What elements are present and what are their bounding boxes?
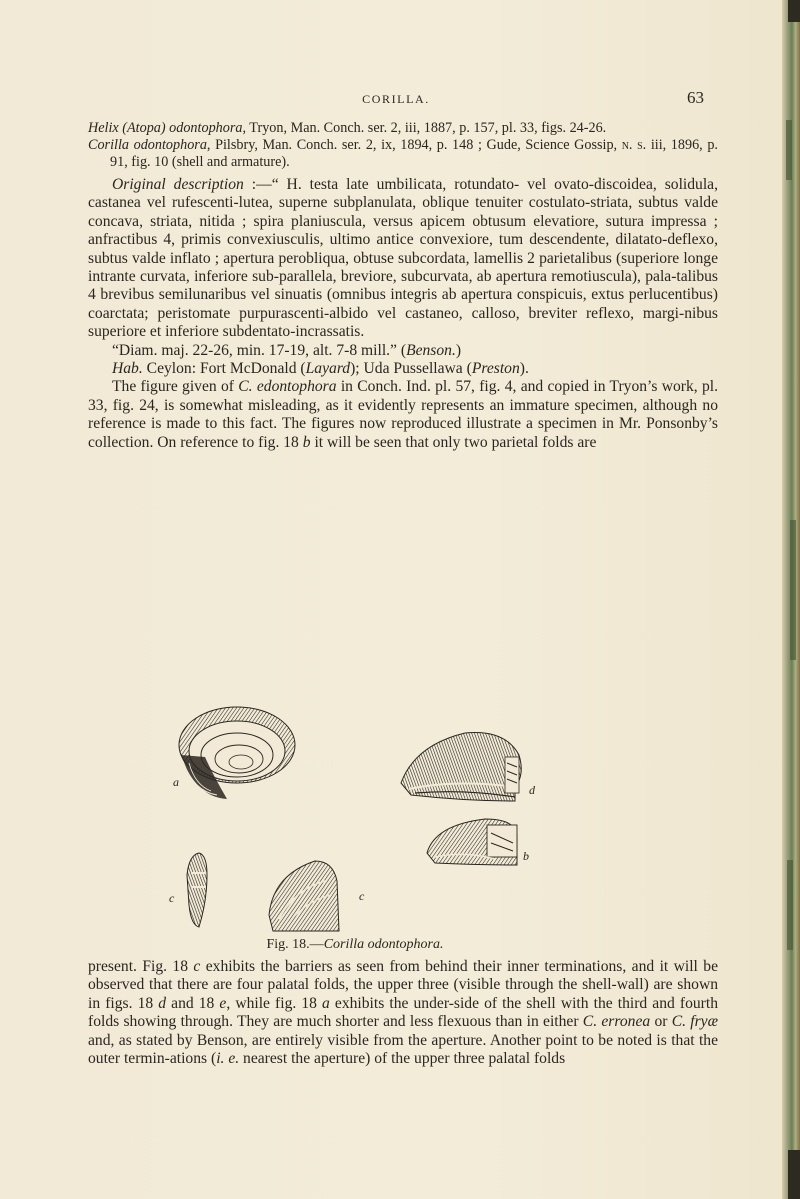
habitat-line bbox=[88, 360, 718, 378]
text-run: in Conch. Ind. pl. 57, fig. 4, and copied in Tryon’s work, pl. 33, fig. 24, is somewhat misleading, as it evidently represents an immature specimen, although no reference is made to this fact. The figures now reproduced illustrate a specimen in Mr. Ponsonby’s collection. On reference to fig. 18 bbox=[88, 378, 718, 451]
italic-run: d bbox=[158, 994, 167, 1012]
text-run: it will be seen that only two parietal folds are bbox=[310, 433, 597, 451]
italic-run: Layard bbox=[305, 360, 351, 378]
text-run: , Pilsbry, Man. Conch. ser. 2, ix, 1894, p. 148 ; Gude, Science Gossip, bbox=[206, 137, 622, 153]
upper-text-block bbox=[88, 120, 718, 452]
page-number: 63 bbox=[687, 88, 704, 107]
shell-view-e bbox=[269, 861, 339, 931]
figure-label-a: a bbox=[173, 775, 179, 789]
text-run: exhibits the barriers as seen from behind their inner terminations, and it will be observed that there are four palatal folds, the upper three (visible through the shell-wall) are shown in figs. 18 bbox=[88, 958, 719, 1012]
figure-label-c: c bbox=[359, 889, 365, 903]
shell-view-b bbox=[427, 819, 517, 865]
italic-run: Benson. bbox=[406, 341, 456, 359]
original-description bbox=[88, 176, 718, 342]
italic-run: c bbox=[193, 958, 201, 975]
page-header bbox=[96, 88, 704, 112]
italic-run: Helix (Atopa) odontophora bbox=[88, 120, 243, 136]
text-run: n. s. bbox=[621, 137, 647, 153]
discussion-paragraph bbox=[88, 378, 718, 452]
text-run: :—“ H. testa late umbilicata, rotundato- vel ovato-discoidea, solidula, castanea vel rufescenti-lutea, superne subplanulata, oblique tenuiter costulato-striata, subtus valde concava, striata, nitida ; spira planiuscula, versus apicem obtusum elevatiore, sutura impressa ; anfractibus 4, primis convexiusculis, ultimo antice convexiore, tum descendente, dilatato-deflexo, subtus valde inflato ; apertura perobliqua, obtuse subcordata, lamellis 2 parietalibus (superiore longe intrante curvata, inferiore sub-parallela, breviore, subcurvata, ab apertura remotiuscula), pala-talibus 4 brevibus semilunaribus vel sinuatis (omnibus integris ab apertura conspicuis, extus perlucentibus) coarctata; peristomate purpurascenti-albido vel castaneo, calloso, breviter reflexo, margi-nibus superiore et inferiore subdentato-incrassatis. bbox=[88, 176, 718, 341]
italic-run: b bbox=[302, 433, 311, 451]
discussion-continuation bbox=[88, 958, 718, 1068]
italic-run: i. e. bbox=[216, 1050, 240, 1068]
book-spine-edge bbox=[782, 0, 800, 1199]
text-run: , Tryon, Man. Conch. ser. 2, iii, 1887, p. 157, pl. 33, figs. 24-26. bbox=[242, 120, 607, 136]
synonym-entry bbox=[88, 120, 718, 137]
figure-18 bbox=[165, 705, 545, 952]
italic-run: Preston bbox=[471, 360, 520, 378]
text-run: or bbox=[650, 1013, 672, 1031]
text-run: “Diam. maj. 22-26, min. 17-19, alt. 7-8 mill.” ( bbox=[112, 341, 407, 359]
shell-view-c-left bbox=[187, 853, 207, 927]
shell-view-d bbox=[401, 732, 521, 801]
text-run: iii, 1896, p. 91, fig. 10 (shell and armature). bbox=[110, 137, 718, 170]
edge-discoloration bbox=[786, 120, 792, 180]
lower-text-block bbox=[88, 958, 718, 1068]
italic-run: C. erronea bbox=[582, 1013, 651, 1031]
text-run: The figure given of bbox=[112, 378, 239, 396]
text-run: ). bbox=[519, 360, 529, 378]
text-run: exhibits the under-side of the shell with the third and fourth folds showing through. They are much shorter and less flexuous than in either bbox=[88, 994, 718, 1031]
edge-discoloration bbox=[787, 860, 793, 950]
figure-caption bbox=[165, 937, 545, 953]
text-run: Ceylon: Fort McDonald ( bbox=[142, 360, 306, 378]
dimensions-line bbox=[88, 342, 718, 360]
text-run: and, as stated by Benson, are entirely visible from the aperture. Another point to be noted is that the outer termin-ations ( bbox=[88, 1031, 718, 1068]
italic-run: a bbox=[322, 994, 330, 1012]
text-run: , while fig. 18 bbox=[226, 994, 323, 1012]
text-run: present. Fig. 18 bbox=[88, 958, 194, 975]
italic-run: C. fryæ bbox=[671, 1013, 718, 1031]
italic-run: Corilla odontophora bbox=[88, 137, 207, 153]
text-run: nearest the aperture) of the upper three palatal folds bbox=[239, 1050, 566, 1068]
italic-run: Hab. bbox=[112, 360, 143, 378]
shell-view-a bbox=[179, 707, 295, 799]
edge-discoloration bbox=[790, 520, 796, 660]
text-run: ); Uda Pussellawa ( bbox=[350, 360, 472, 378]
text-run: and 18 bbox=[166, 994, 220, 1012]
text-run: ) bbox=[455, 341, 462, 359]
caption-species: Corilla odontophora. bbox=[323, 937, 444, 952]
figure-label-b: b bbox=[523, 849, 529, 863]
italic-run: C. edontophora bbox=[238, 378, 337, 396]
italic-run: e bbox=[219, 994, 227, 1012]
figure-label-c: c bbox=[169, 891, 175, 905]
figure-label-d: d bbox=[529, 783, 535, 797]
italic-run: Original description bbox=[112, 176, 244, 193]
caption-prefix: Fig. 18.— bbox=[266, 937, 324, 952]
page-edge-shadow bbox=[788, 1150, 800, 1199]
page-edge-shadow bbox=[788, 0, 800, 22]
synonym-entry bbox=[88, 137, 718, 171]
running-head: CORILLA. bbox=[362, 92, 430, 106]
shell-illustrations bbox=[165, 705, 545, 935]
